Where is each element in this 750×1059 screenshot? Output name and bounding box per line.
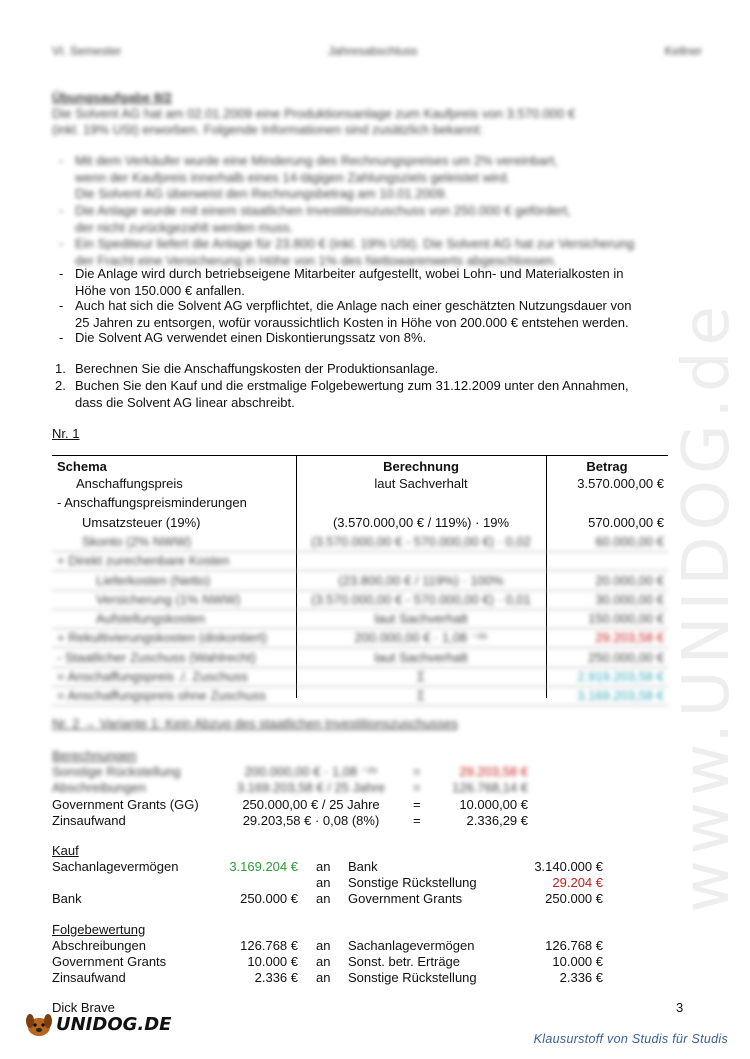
booking-credit-account: Sonst. betr. Erträge bbox=[348, 954, 461, 969]
table-cell-schema: Anschaffungspreis bbox=[76, 476, 183, 491]
table-cell-schema: - Anschaffungspreisminderungen bbox=[57, 495, 247, 511]
exercise-title: Übungsaufgabe 8/2 bbox=[52, 90, 172, 105]
calc-result: 29.203,58 € bbox=[459, 764, 528, 779]
table-row-rule bbox=[52, 628, 668, 629]
table-cell-berechnung: (23.800,00 € / 119%) · 100% bbox=[338, 572, 504, 588]
table-header-berechnung: Berechnung bbox=[383, 459, 459, 474]
calc-label: Abschreibungen bbox=[52, 780, 146, 796]
booking-debit-account: Abschreibungen bbox=[52, 938, 146, 953]
booking-credit-amount: 126.768 € bbox=[545, 938, 603, 953]
booking-credit-account: Sachanlagevermögen bbox=[348, 938, 475, 953]
table-cell-schema: Aufstellungskosten bbox=[96, 611, 206, 627]
calc-result: 10.000,00 € bbox=[459, 796, 528, 812]
table-cell-schema: Versicherung (1% NWW) bbox=[96, 591, 241, 607]
calc-result: 2.336,29 € bbox=[466, 812, 528, 828]
booking-credit-amount: 2.336 € bbox=[559, 970, 603, 985]
footer-page-number: 3 bbox=[676, 1000, 684, 1015]
bullet-blurred-2: - Die Anlage wurde mit einem staatlichen Investitionszuschuss von 250.000 € gefördert, der nicht zurückgezahlt werden muss. bbox=[59, 203, 571, 235]
intro-line-1: Die Solvent AG hat am 02.01.2009 eine Produktionsanlage zum Kaufpreis von 3.570.000 € bbox=[52, 106, 576, 121]
table-cell-berechnung: laut Sachverhalt bbox=[374, 649, 468, 665]
watermark: www.UNIDOG.de bbox=[670, 300, 744, 913]
calc-label: Sonstige Rückstellung bbox=[52, 764, 181, 779]
unidog-logo bbox=[24, 1012, 171, 1038]
booking-debit-amount: 3.169.204 € bbox=[229, 859, 298, 874]
booking-credit-amount: 29.204 € bbox=[552, 875, 603, 890]
calc-formula: 250.000,00 € / 25 Jahre bbox=[242, 796, 380, 812]
table-cell-betrag: 3.570.000,00 € bbox=[577, 476, 664, 491]
table-cell-schema: Skonto (2% NWW) bbox=[82, 533, 192, 549]
calc-label: Zinsaufwand bbox=[52, 812, 126, 828]
table-row-rule bbox=[52, 570, 668, 571]
bullet-2: - Auch hat sich die Solvent AG verpflichtet, die Anlage nach einer geschätzten Nutzungsdauer von 25 Jahren zu entsorgen, wofür voraussichtlich Kosten in Höhe von 200.000 € entstehen werden. bbox=[59, 298, 632, 330]
calc-formula: 29.203,58 € · 0,08 (8%) bbox=[242, 812, 380, 828]
booking-debit-account: Zinsaufwand bbox=[52, 970, 126, 985]
booking-debit-amount: 2.336 € bbox=[254, 970, 298, 985]
table-top-rule bbox=[52, 455, 668, 456]
table-cell-berechnung: (3.570.000,00 € / 119%) · 19% bbox=[332, 514, 510, 530]
booking-credit-account: Sonstige Rückstellung bbox=[348, 875, 477, 890]
table-cell-berechnung: Σ bbox=[416, 688, 426, 704]
table-row-rule bbox=[52, 667, 668, 668]
booking-debit-account: Sachanlagevermögen bbox=[52, 859, 179, 874]
table-cell-berechnung: 200.000,00 € · 1,08 ⁻²⁵ bbox=[354, 630, 488, 646]
table-row-rule bbox=[52, 686, 668, 687]
table-cell-schema: Lieferkosten (Netto) bbox=[96, 572, 211, 588]
dog-icon bbox=[24, 1012, 54, 1038]
booking-debit-amount: 10.000 € bbox=[247, 954, 298, 969]
table-header-betrag: Betrag bbox=[586, 459, 628, 474]
booking-an: an bbox=[316, 875, 331, 890]
header-center: Jahresabschluss bbox=[328, 44, 418, 58]
table-row-rule bbox=[52, 705, 668, 706]
table-cell-berechnung: laut Sachverhalt bbox=[374, 611, 468, 627]
table-row-rule bbox=[52, 609, 668, 610]
booking-credit-account: Sonstige Rückstellung bbox=[348, 970, 477, 985]
table-cell-berechnung: (3.570.000,00 € - 570.000,00 €) · 0,02 bbox=[311, 533, 531, 549]
table-cell-betrag: 30.000,00 € bbox=[595, 591, 664, 607]
booking-credit-account: Bank bbox=[348, 859, 378, 874]
booking-credit-account: Government Grants bbox=[348, 891, 463, 906]
logo-text: UNIDOG.DE bbox=[56, 1014, 172, 1035]
table-header-schema: Schema bbox=[57, 459, 107, 474]
berechnungen-title: Berechnungen bbox=[52, 748, 137, 763]
table-cell-schema: + Direkt zurechenbare Kosten bbox=[57, 553, 230, 569]
bullet-1: - Die Anlage wird durch betriebseigene Mitarbeiter aufgestellt, wobei Lohn- und Materialkosten in Höhe von 150.000 € anfallen. bbox=[59, 266, 624, 298]
table-cell-betrag: 150.000,00 € bbox=[588, 611, 664, 627]
folge-title: Folgebewertung bbox=[52, 922, 146, 937]
booking-credit-amount: 3.140.000 € bbox=[534, 859, 603, 874]
calc-result: 126.768,14 € bbox=[452, 780, 528, 796]
kauf-title: Kauf bbox=[52, 843, 79, 858]
section-nr1: Nr. 1 bbox=[52, 426, 80, 441]
calc-formula: 200.000,00 € · 1,08 ⁻²⁵ bbox=[244, 764, 378, 779]
booking-an: an bbox=[316, 938, 331, 953]
table-cell-betrag: 570.000,00 € bbox=[588, 514, 664, 530]
table-cell-betrag: 3.169.203,58 € bbox=[577, 688, 664, 704]
table-cell-berechnung: (3.570.000,00 € - 570.000,00 €) · 0,01 bbox=[311, 591, 531, 607]
booking-debit-account: Government Grants bbox=[52, 954, 167, 969]
table-row-rule bbox=[52, 590, 668, 591]
table-cell-schema: = Anschaffungspreis ./. Zuschuss bbox=[57, 669, 248, 684]
table-cell-schema: = Anschaffungspreis ohne Zuschuss bbox=[57, 688, 266, 704]
calc-equals: = bbox=[413, 780, 421, 796]
booking-credit-amount: 250.000 € bbox=[545, 891, 603, 906]
table-cell-betrag: 20.000,00 € bbox=[595, 572, 664, 588]
table-cell-schema: Umsatzsteuer (19%) bbox=[82, 514, 201, 530]
booking-an: an bbox=[316, 891, 331, 906]
footer-tagline: Klausurstoff von Studis für Studis bbox=[533, 1032, 728, 1046]
booking-credit-amount: 10.000 € bbox=[552, 954, 603, 969]
booking-an: an bbox=[316, 859, 331, 874]
calc-equals: = bbox=[413, 796, 421, 812]
calc-label: Government Grants (GG) bbox=[52, 796, 199, 812]
calc-equals: = bbox=[413, 764, 421, 779]
table-cell-berechnung: Σ bbox=[416, 669, 426, 684]
task-2: 2. Buchen Sie den Kauf und die erstmalige Folgebewertung zum 31.12.2009 unter den Annahmen, dass die Solvent AG linear abschreibt. bbox=[55, 378, 629, 410]
booking-debit-account: Bank bbox=[52, 891, 82, 906]
table-cell-betrag: 2.919.203,58 € bbox=[577, 669, 664, 684]
section-nr2: Nr. 2 → Variante 1: Kein Abzug des staatlichen Investitionszuschusses bbox=[52, 716, 458, 731]
table-cell-schema: + Rekultivierungskosten (diskontiert) bbox=[57, 630, 267, 646]
booking-debit-amount: 126.768 € bbox=[240, 938, 298, 953]
calc-equals: = bbox=[413, 812, 421, 828]
booking-debit-amount: 250.000 € bbox=[240, 891, 298, 906]
table-cell-betrag: 29.203,58 € bbox=[595, 630, 664, 646]
table-cell-schema: - Staatlicher Zuschuss (Wahlrecht) bbox=[57, 649, 256, 665]
table-cell-berechnung: laut Sachverhalt bbox=[374, 476, 468, 491]
booking-an: an bbox=[316, 954, 331, 969]
intro-line-2: (inkl. 19% USt) erworben. Folgende Informationen sind zusätzlich bekannt: bbox=[52, 122, 483, 137]
booking-an: an bbox=[316, 970, 331, 985]
header-left: VI. Semester bbox=[52, 44, 122, 58]
table-row-rule bbox=[52, 551, 668, 552]
footer-author: Dick Brave bbox=[52, 1000, 115, 1015]
task-1: 1. Berechnen Sie die Anschaffungskosten der Produktionsanlage. bbox=[55, 361, 439, 376]
calc-formula: 3.169.203,58 € / 25 Jahre bbox=[236, 780, 386, 796]
table-cell-betrag: 250.000,00 € bbox=[588, 649, 664, 665]
bullet-3: - Die Solvent AG verwendet einen Diskontierungssatz von 8%. bbox=[59, 330, 427, 345]
table-cell-betrag: 60.000,00 € bbox=[595, 533, 664, 549]
table-row-rule bbox=[52, 647, 668, 648]
header-right: Kellner bbox=[664, 44, 702, 58]
bullet-blurred-3: - Ein Spediteur liefert die Anlage für 23.800 € (inkl. 19% USt). Die Solvent AG hat zur Versicherung der Fracht eine Versicherung in Höhe von 1% des Nettowarenwerts abgeschlossen. bbox=[59, 236, 635, 268]
bullet-blurred-1: - Mit dem Verkäufer wurde eine Minderung des Rechnungspreises um 2% vereinbart, wenn der Kaufpreis innerhalb eines 14-tägigen Zahlungsziels geleistet wird. Die Solvent AG überweist den Rechnungsbetrag am 10.01.2009. bbox=[59, 153, 558, 201]
